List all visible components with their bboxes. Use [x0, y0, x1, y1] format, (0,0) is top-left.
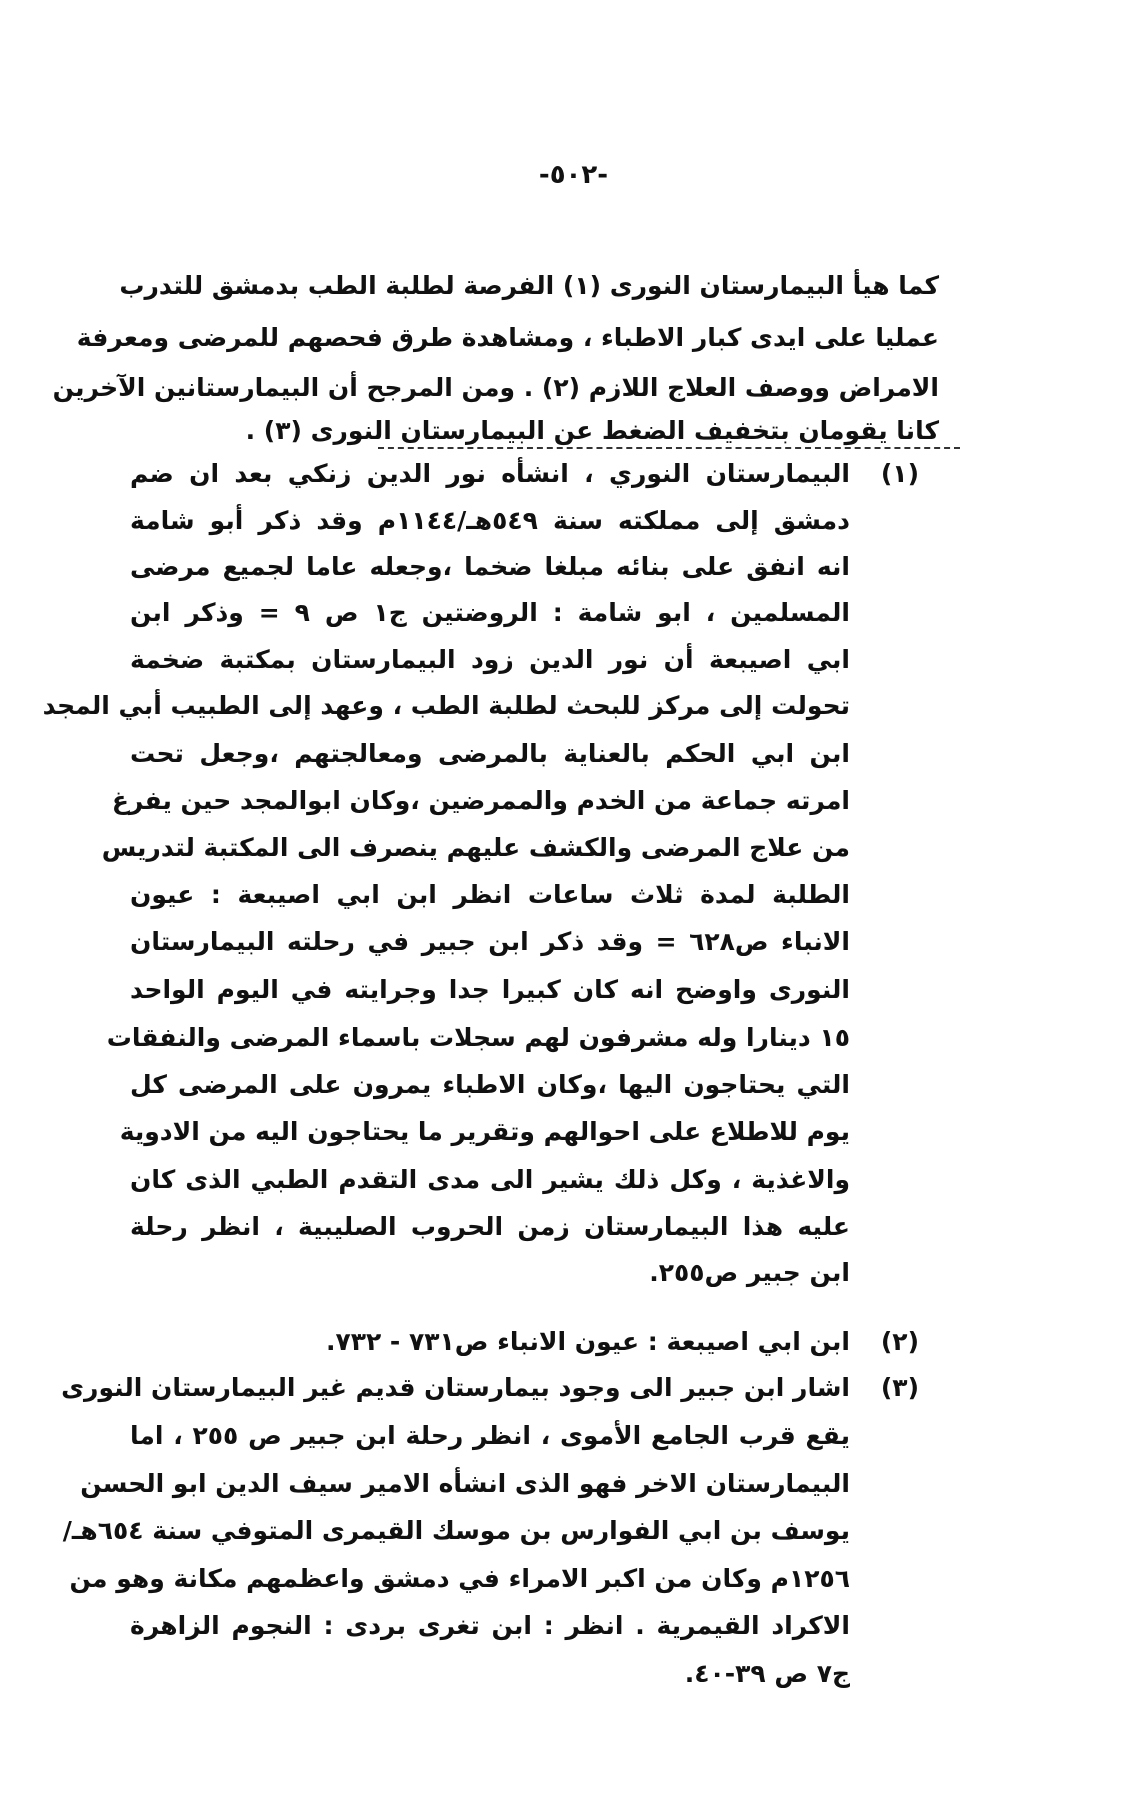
footnote-line: النورى واوضح انه كان كبيرا جدا وجرايته في اليوم الواحد — [130, 975, 850, 1004]
footnote-line: والاغذية ، وكل ذلك يشير الى مدى التقدم الطبي الذى كان — [130, 1165, 850, 1194]
footnote-line: الانباء ص٦٢٨ = وقد ذكر ابن جبير في رحلته البيمارستان — [130, 927, 850, 956]
footnote-line: الطلبة لمدة ثلاث ساعات انظر ابن ابي اصيبعة : عيون — [130, 880, 850, 909]
footnote-line: ١٢٥٦م وكان من اكبر الامراء في دمشق واعظمهم مكانة وهو من — [69, 1564, 850, 1593]
footnote-line: المسلمين ، ابو شامة : الروضتين ج١ ص ٩ = وذكر ابن — [130, 598, 850, 627]
footnote-line: ابن ابي اصيبعة : عيون الانباء ص٧٣١ - ٧٣٢. — [325, 1327, 850, 1356]
footnote-line: من علاج المرضى والكشف عليهم ينصرف الى المكتبة لتدريس — [101, 833, 850, 862]
footnote-line: ابن جبير ص٢٥٥. — [649, 1258, 850, 1287]
footnote-mark: (١) — [880, 459, 919, 488]
footnote-line: البيمارستان النوري ، انشأه نور الدين زنكي بعد ان ضم — [130, 459, 850, 488]
footnote-line: ابي اصيبعة أن نور الدين زود البيمارستان بمكتبة ضخمة — [130, 645, 850, 674]
footnote-line: ج٧ ص ٣٩-٤٠. — [684, 1659, 850, 1688]
footnote-line: ١٥ دينارا وله مشرفون لهم سجلات باسماء المرضى والنفقات — [106, 1023, 850, 1052]
footnote-mark: (٣) — [880, 1373, 919, 1402]
footnote-line: انه انفق على بنائه مبلغا ضخما ،وجعله عاما لجميع مرضى — [130, 552, 850, 581]
footnote-line: امرته جماعة من الخدم والممرضين ،وكان ابوالمجد حين يفرغ — [111, 786, 850, 815]
footnote-line: دمشق إلى مملكته سنة ٥٤٩هـ/١١٤٤م وقد ذكر أبو شامة — [130, 506, 850, 535]
footnote-line: عليه هذا البيمارستان زمن الحروب الصليبية ، انظر رحلة — [130, 1212, 850, 1241]
footnote-line: يقع قرب الجامع الأموى ، انظر رحلة ابن جبير ص ٢٥٥ ، اما — [130, 1421, 851, 1450]
body-line: عمليا على ايدى كبار الاطباء ، ومشاهدة طرق فحصهم للمرضى ومعرفة — [76, 323, 939, 352]
footnote-divider — [378, 447, 960, 449]
footnote-mark: (٢) — [880, 1327, 919, 1356]
body-line: كما هيأ البيمارستان النورى (١) الفرصة لطلبة الطب بدمشق للتدرب — [119, 271, 939, 300]
footnote-line: التي يحتاجون اليها ،وكان الاطباء يمرون على المرضى كل — [130, 1070, 850, 1099]
footnote-line: يوسف بن ابي الفوارس بن موسك القيمرى المتوفي سنة ٦٥٤هـ/ — [62, 1516, 850, 1545]
page-number: -٥٠٢- — [538, 160, 609, 190]
footnote-line: تحولت إلى مركز للبحث لطلبة الطب ، وعهد إلى الطبيب أبي المجد — [42, 691, 850, 720]
body-line: كانا يقومان بتخفيف الضغط عن البيمارستان النورى (٣) . — [245, 416, 939, 445]
footnote-line: البيمارستان الاخر فهو الذى انشأه الامير سيف الدين ابو الحسن — [80, 1469, 850, 1498]
footnote-line: ابن ابي الحكم بالعناية بالمرضى ومعالجتهم ،وجعل تحت — [130, 739, 850, 768]
body-line: الامراض ووصف العلاج اللازم (٢) . ومن المرجح أن البيمارستانين الآخرين — [52, 373, 939, 402]
footnote-line: يوم للاطلاع على احوالهم وتقرير ما يحتاجون اليه من الادوية — [119, 1117, 850, 1146]
footnote-line: اشار ابن جبير الى وجود بيمارستان قديم غير البيمارستان النورى — [61, 1373, 850, 1402]
footnote-line: الاكراد القيمرية . انظر : ابن تغرى بردى : النجوم الزاهرة — [130, 1611, 850, 1640]
